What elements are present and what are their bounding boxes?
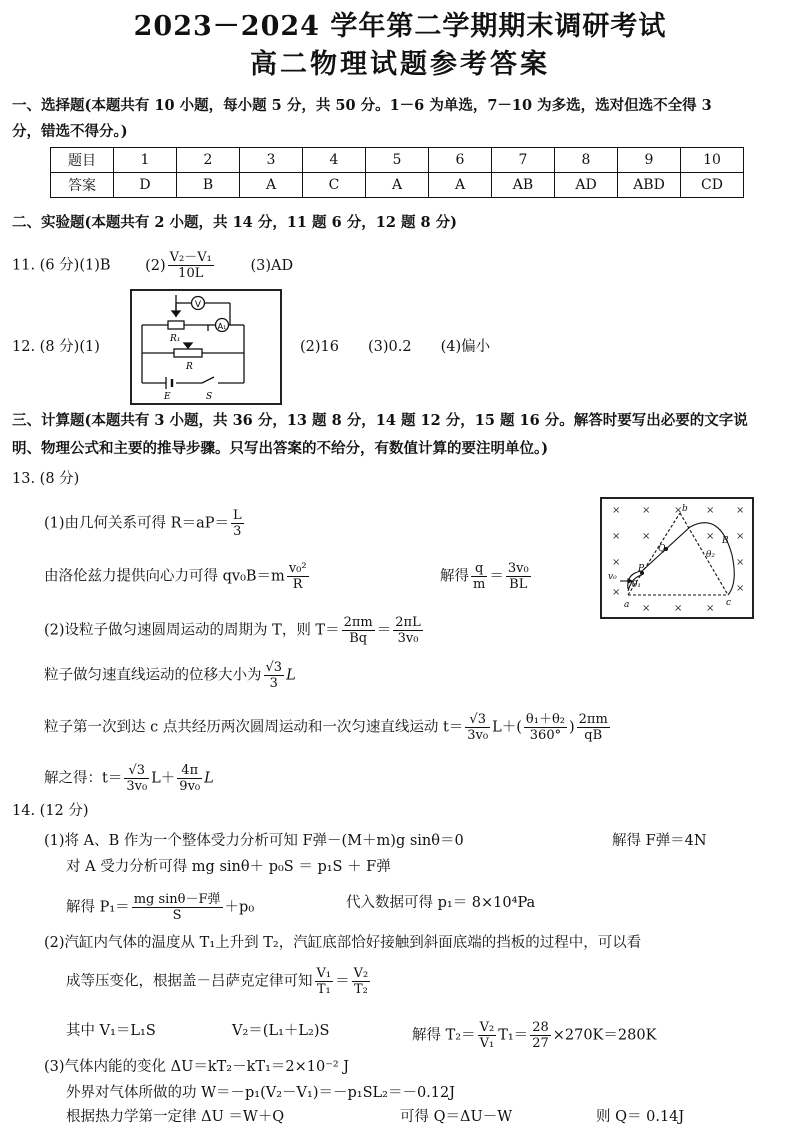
frac-num: 2πL — [395, 615, 421, 630]
section1-heading-line2: 分，错选不得分。) — [12, 123, 128, 140]
table-cell: AB — [492, 173, 555, 198]
page-subtitle: 高二物理试题参考答案 — [250, 49, 550, 80]
q14-line1-solve: 解得 F弹＝4N — [612, 833, 707, 849]
q14-l5-frac2 — [352, 966, 371, 997]
frac-den: 27 — [532, 1036, 549, 1051]
section3-heading-line2: 明、物理公式和主要的推导步骤。只写出答案的不给分，有数值计算的要注明单位。) — [12, 440, 549, 457]
table-cell: 4 — [303, 148, 366, 173]
q11-part2: (2) — [145, 257, 166, 274]
q14-line8: 外界对气体所做的功 W＝－p₁(V₂－V₁)＝－p₁SL₂＝－0.12J — [66, 1085, 456, 1101]
table-cell: 3 — [240, 148, 303, 173]
frac-den: BL — [509, 577, 528, 592]
frac-den: 10L — [178, 266, 204, 281]
frac-den: S — [172, 908, 182, 923]
table-cell: AD — [555, 173, 618, 198]
q14-l3-frac — [132, 892, 223, 923]
frac-num: 3v₀ — [507, 561, 529, 576]
field-cross: × — [736, 505, 745, 516]
q13-l5-mid: L＋( — [492, 719, 522, 736]
q13-line2 — [44, 561, 311, 592]
q13-line2-solve — [440, 561, 533, 592]
frac-num: √3 — [265, 660, 283, 675]
frac-den: m — [473, 577, 486, 592]
q14-line1: (1)将 A、B 作为一个整体受力分析可知 F弹－(M＋m)g sinθ＝0 — [44, 833, 464, 849]
frac-den: 9v₀ — [179, 779, 201, 794]
fig-label-theta1: θ₁ — [632, 580, 642, 590]
q14-l3-tail: ＋p₀ — [224, 899, 255, 916]
q13-l5-close: ) — [568, 719, 575, 736]
r-label: R — [186, 362, 193, 372]
q13-l4-frac — [264, 660, 285, 691]
q13-l6-frac2 — [177, 763, 202, 794]
frac-num: 2πm — [578, 712, 608, 727]
s-label: S — [206, 392, 213, 402]
voltmeter-label: V — [194, 300, 202, 310]
q14-line2: 对 A 受力分析可得 mg sinθ＋ p₀S ＝ p₁S ＋ F弹 — [66, 859, 391, 875]
q13-l5-text: 粒子第一次到达 c 点共经历两次圆周运动和一次匀速直线运动 t＝ — [44, 719, 464, 736]
field-cross: × — [642, 603, 651, 614]
equals-sign: ＝ — [489, 568, 504, 585]
answer-table-row-numbers — [51, 148, 744, 173]
q12-prefix: 12. (8 分)(1) — [12, 339, 100, 355]
field-cross: × — [612, 505, 621, 516]
table-cell: B — [177, 173, 240, 198]
frac-num: V₂ — [479, 1020, 495, 1035]
table-cell: A — [366, 173, 429, 198]
frac-den: 3v₀ — [126, 779, 148, 794]
field-cross: × — [642, 505, 651, 516]
frac-num: V₂ — [353, 966, 369, 981]
table-cell: ABD — [618, 173, 681, 198]
frac-num: V₁ — [316, 966, 332, 981]
table-cell: A — [240, 173, 303, 198]
q14-line5 — [66, 966, 372, 997]
table-cell: A — [429, 173, 492, 198]
frac-num: V₂－V₁ — [169, 250, 212, 265]
table-cell: 1 — [114, 148, 177, 173]
q14-line4: (2)汽缸内气体的温度从 T₁上升到 T₂，汽缸底部恰好接触到斜面底端的挡板的过程中，可以看 — [44, 935, 642, 951]
q11-part3: (3)AD — [250, 257, 294, 274]
row-label-answer: 答案 — [51, 173, 114, 198]
q14-line7: (3)气体内能的变化 ΔU＝kT₂－kT₁＝2×10⁻² J — [44, 1059, 350, 1075]
ammeter-label: A₁ — [217, 322, 227, 331]
field-cross: × — [736, 583, 745, 594]
q11-answer — [12, 250, 293, 281]
table-cell: 2 — [177, 148, 240, 173]
field-crosses — [612, 505, 744, 614]
q14-l6-frac1 — [478, 1020, 497, 1051]
r1-label: R₁ — [170, 334, 181, 344]
frac-num: θ₁＋θ₂ — [525, 712, 565, 727]
fig-label-q: Q — [658, 544, 666, 554]
fig-label-a: a — [624, 600, 630, 610]
q13-l6-frac1 — [124, 763, 149, 794]
q11-fraction — [168, 250, 214, 281]
q13-line1 — [44, 508, 246, 539]
frac-den: V₁ — [479, 1036, 495, 1051]
fig-label-big-b: B — [722, 536, 729, 546]
q13-line4 — [44, 660, 296, 691]
frac-den: 360° — [529, 728, 562, 743]
frac-num: √3 — [124, 763, 149, 779]
table-cell: 6 — [429, 148, 492, 173]
q13-l6-text: 解之得：t＝ — [44, 770, 123, 787]
q13-l2-frac — [287, 561, 309, 592]
q13-l5-frac3 — [577, 712, 610, 743]
q13-l1-text: (1)由几何关系可得 R＝aP＝ — [44, 515, 229, 532]
q14-line9c: 则 Q＝ 0.14J — [596, 1109, 685, 1125]
q14-l6-frac2 — [530, 1020, 551, 1051]
row-label-question: 题目 — [51, 148, 114, 173]
q13-label: 13. (8 分) — [12, 471, 80, 487]
table-cell: 5 — [366, 148, 429, 173]
frac-num: √3 — [465, 712, 490, 728]
q13-l3-frac1 — [342, 615, 375, 646]
frac-num: L — [232, 508, 242, 523]
frac-num: 28 — [532, 1020, 549, 1035]
frac-num: q — [471, 561, 487, 577]
section1-heading-line1: 一、选择题(本题共有 10 小题，每小题 5 分，共 50 分。1－6 为单选，7－10 为多选，选对但选不全得 3 — [12, 97, 712, 114]
field-cross: × — [674, 603, 683, 614]
field-cross: × — [612, 557, 621, 568]
frac-den: Bq — [349, 631, 368, 646]
section3-heading-line1: 三、计算题(本题共有 3 小题，共 36 分，13 题 8 分，14 题 12 分，15 题 16 分。解答时要写出必要的文字说 — [12, 412, 748, 429]
q14-l6-tail: ×270K＝280K — [552, 1027, 657, 1044]
q13-l5-frac2 — [524, 712, 567, 743]
field-cross: × — [674, 505, 683, 516]
q13-line3 — [44, 615, 425, 646]
frac-num: v₀² — [288, 561, 307, 576]
field-cross: × — [612, 531, 621, 542]
q13-line6 — [44, 763, 214, 794]
page-title: 2023－2024 学年第二学期期末调研考试 — [133, 11, 667, 42]
q13-l1-frac — [231, 508, 244, 539]
field-cross: × — [706, 531, 715, 542]
fig-label-p: P — [638, 564, 645, 574]
q14-l6-mid: T₁＝ — [498, 1027, 529, 1044]
field-cross: × — [706, 505, 715, 516]
circuit-svg — [132, 291, 280, 403]
field-cross: × — [706, 603, 715, 614]
answer-table-row-answers — [51, 173, 744, 198]
frac-num: mg sinθ－F弹 — [133, 892, 221, 907]
q13-l2-text: 由洛伦兹力提供向心力可得 qv₀B＝m — [44, 568, 285, 585]
frac-den: 3 — [269, 676, 278, 691]
e-label: E — [164, 392, 171, 402]
field-cross: × — [612, 587, 621, 598]
q13-l4-text: 粒子做匀速直线运动的位移大小为 — [44, 667, 262, 684]
section2-heading: 二、实验题(本题共有 2 小题，共 14 分，11 题 6 分，12 题 8 分) — [12, 214, 458, 231]
fig-label-theta2: θ₂ — [706, 550, 716, 560]
q13-l5-frac1 — [465, 712, 490, 743]
q13-l3-text: (2)设粒子做匀速圆周运动的周期为 T，则 T＝ — [44, 622, 340, 639]
table-cell: C — [303, 173, 366, 198]
q13-l2-result-frac — [506, 561, 531, 592]
frac-den: T₂ — [353, 982, 368, 997]
q14-line9b: 可得 Q＝ΔU－W — [400, 1109, 513, 1125]
q14-line9a: 根据热力学第一定律 ΔU ＝W＋Q — [66, 1109, 285, 1125]
q14-line6a: 其中 V₁＝L₁S — [66, 1023, 156, 1039]
answer-table — [50, 147, 744, 198]
table-cell: 10 — [681, 148, 744, 173]
figure13-svg — [602, 499, 752, 617]
frac-den: 3 — [233, 524, 242, 539]
table-cell: 7 — [492, 148, 555, 173]
q14-l5-frac1 — [315, 966, 334, 997]
q13-l2-solve-frac — [471, 561, 487, 592]
q12-rest: (2)16 (3)0.2 (4)偏小 — [300, 339, 491, 355]
q14-line3-solve: 代入数据可得 p₁＝ 8×10⁴Pa — [346, 895, 536, 911]
table-cell: 8 — [555, 148, 618, 173]
frac-num: 4π — [177, 763, 202, 779]
frac-num: 2πm — [343, 615, 373, 630]
q14-line6c — [412, 1020, 656, 1051]
magnetic-field-figure — [600, 497, 754, 619]
frac-den: 3v₀ — [397, 631, 419, 646]
q14-line6b: V₂＝(L₁＋L₂)S — [232, 1023, 330, 1039]
q13-l6-mid: L＋ — [151, 770, 176, 787]
q13-l2-solve-text: 解得 — [440, 568, 469, 585]
fig-label-v0: v₀ — [608, 572, 617, 582]
equals-sign: ＝ — [335, 973, 350, 990]
q13-l6-tail: L — [204, 770, 214, 787]
table-cell: CD — [681, 173, 744, 198]
fig-label-b: b — [682, 504, 688, 514]
frac-den: 3v₀ — [467, 728, 489, 743]
table-cell: 9 — [618, 148, 681, 173]
q14-label: 14. (12 分) — [12, 803, 89, 819]
circuit-diagram — [130, 289, 282, 405]
frac-den: qB — [584, 728, 603, 743]
q14-l3-prefix: 解得 P₁＝ — [66, 899, 130, 916]
frac-den: R — [292, 577, 303, 592]
q13-line5 — [44, 712, 612, 743]
q14-line3 — [66, 892, 254, 923]
q13-l3-frac2 — [393, 615, 422, 646]
field-cross: × — [642, 531, 651, 542]
equals-sign: ＝ — [376, 622, 392, 639]
q13-l4-tail: L — [286, 667, 296, 684]
q14-l6-text: 解得 T₂＝ — [412, 1027, 476, 1044]
table-cell: D — [114, 173, 177, 198]
field-cross: × — [736, 531, 745, 542]
fig-label-c: c — [726, 598, 732, 608]
q14-l5-text: 成等压变化，根据盖－吕萨克定律可知 — [66, 973, 313, 990]
q11-prefix: 11. (6 分)(1)B — [12, 257, 111, 274]
frac-den: T₁ — [316, 982, 331, 997]
field-cross: × — [736, 557, 745, 568]
